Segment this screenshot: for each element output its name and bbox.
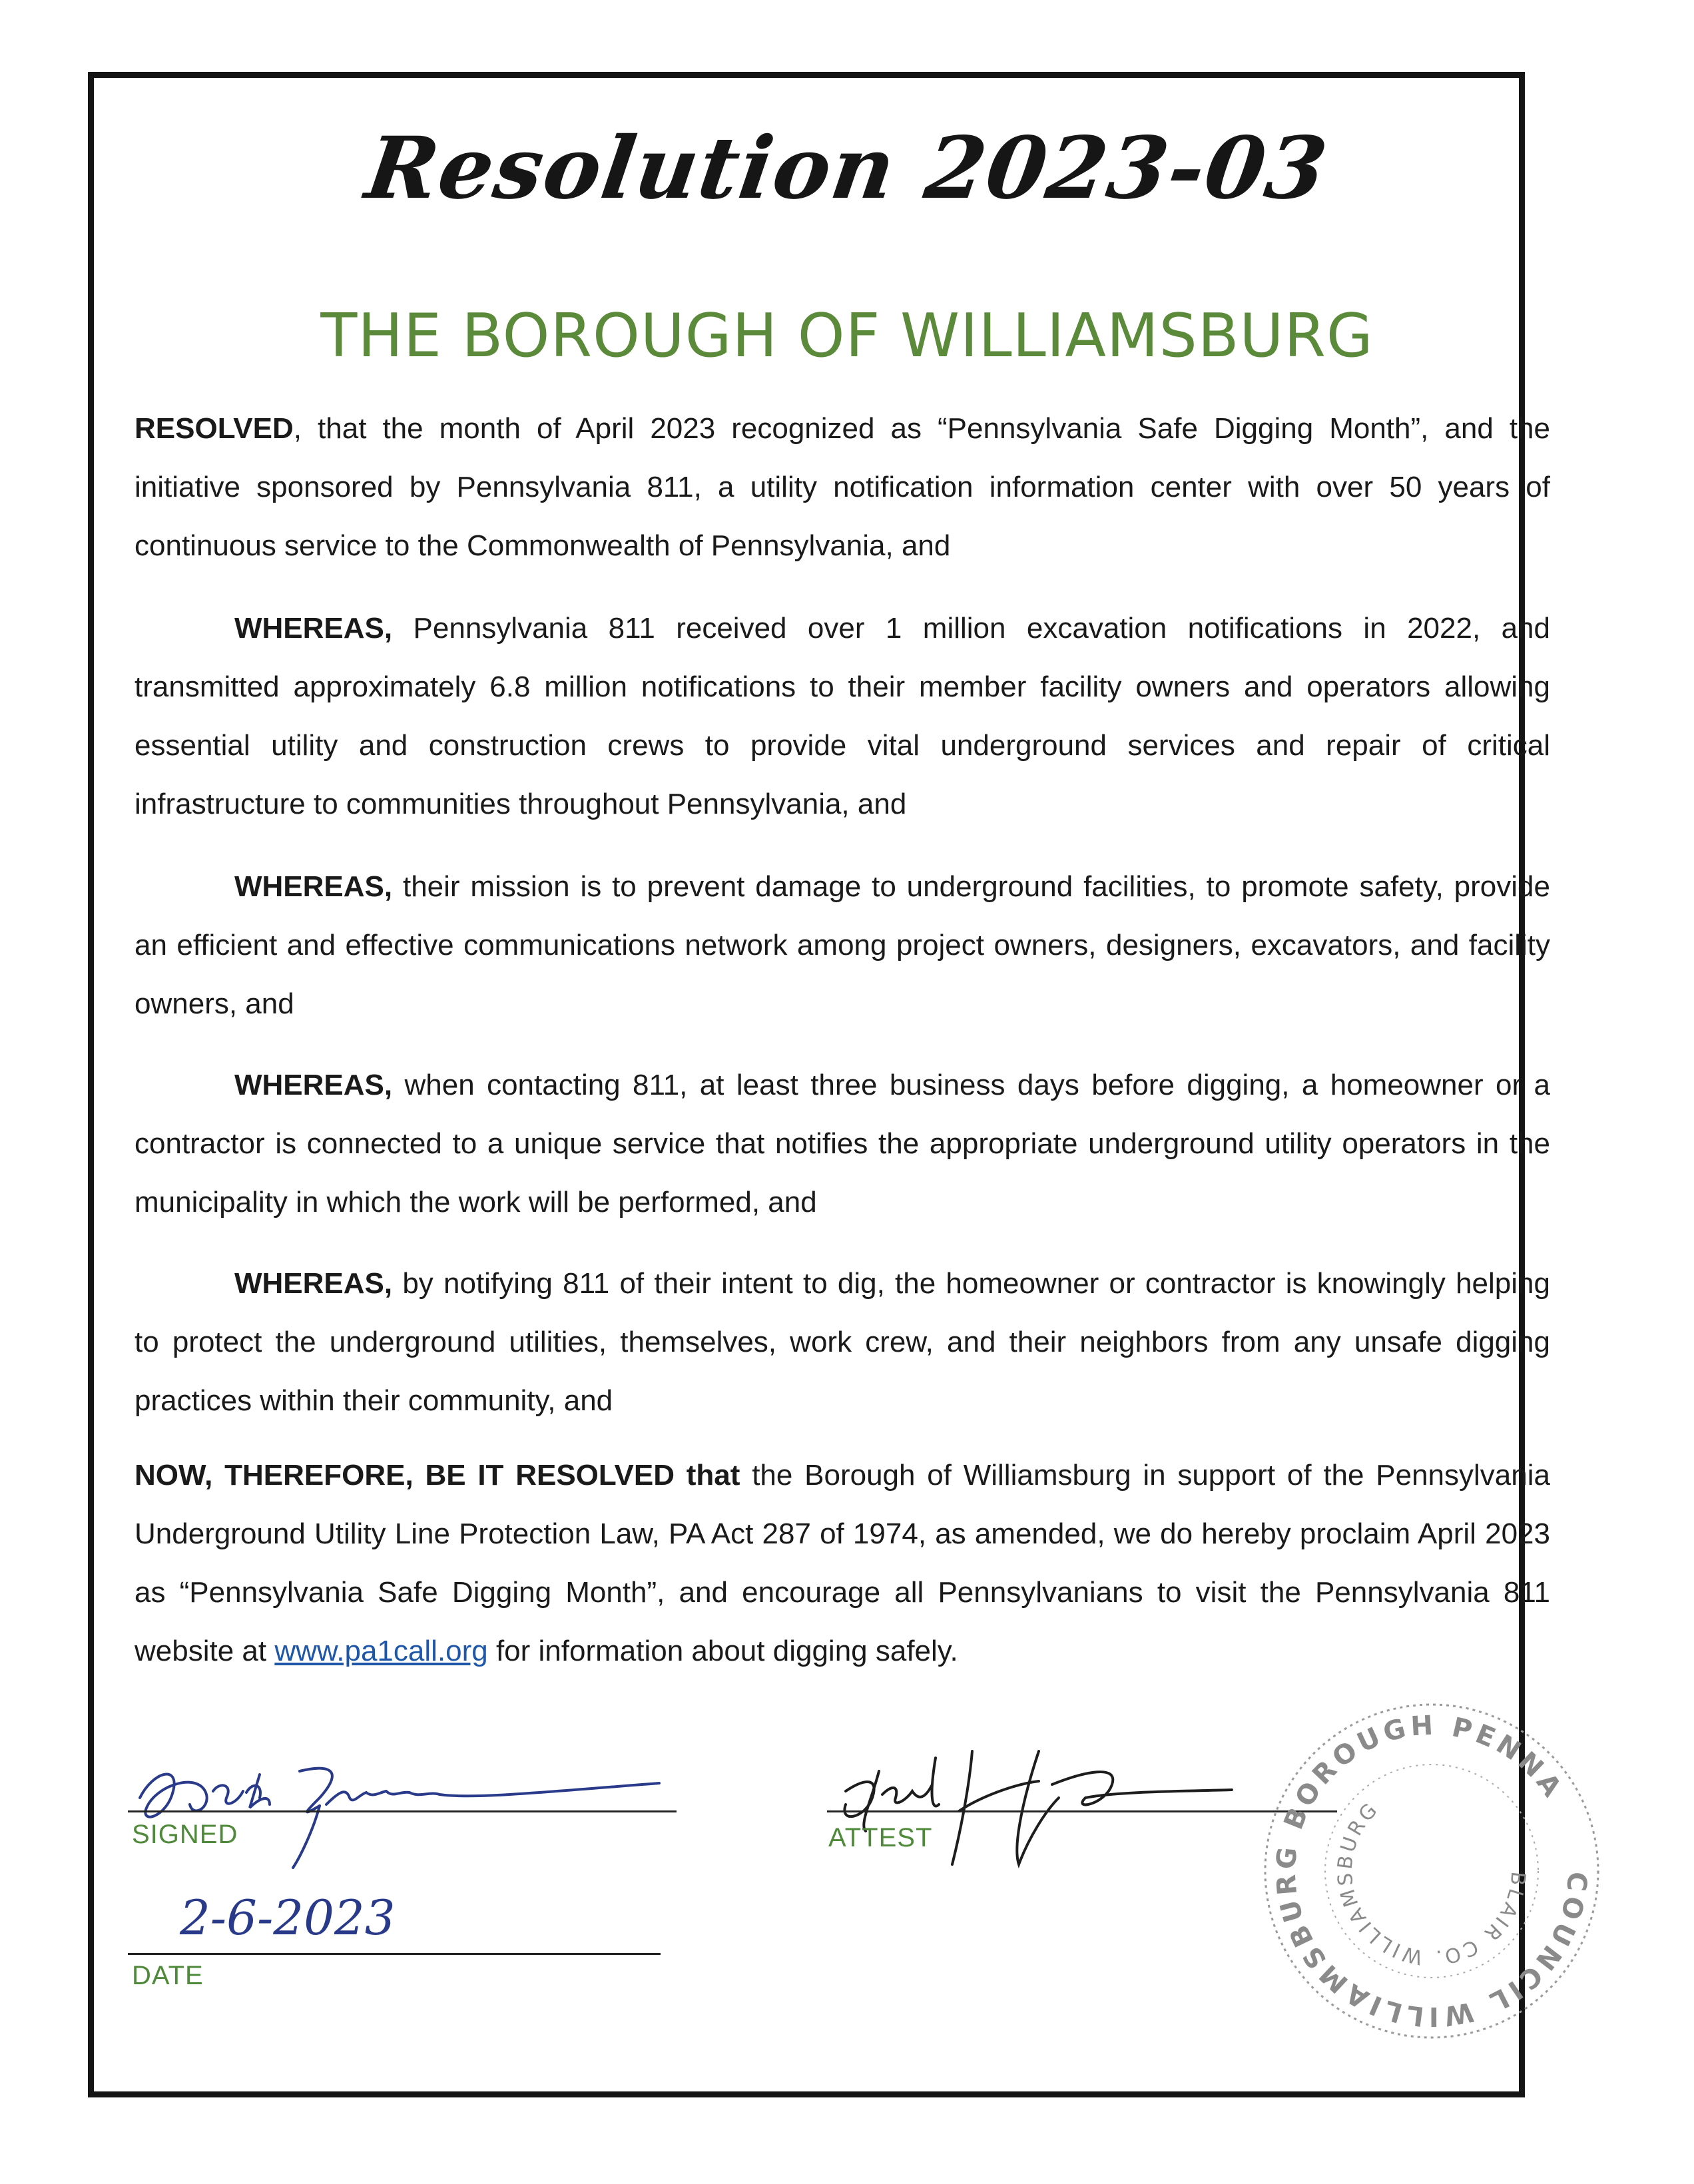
paragraph-lead: WHEREAS, (234, 1267, 393, 1300)
date-line (128, 1953, 661, 1955)
resolution-title: Resolution 2023-03 (360, 119, 1334, 218)
website-link[interactable]: www.pa1call.org (274, 1635, 488, 1667)
closing-tail: for information about digging safely. (487, 1635, 958, 1667)
seal-outer-text: COUNCIL WILLIAMSBURG BOROUGH PENNA (1270, 1710, 1593, 2032)
whereas-paragraph-3 (135, 1056, 1550, 1232)
paragraph-text: when contacting 811, at least three business days before digging, a homeowner or a contractor is connected to a unique service that notifies the appropriate underground utility operators in the municipality in which the work will be performed, and (135, 1069, 1550, 1219)
paragraph-lead: WHEREAS, (234, 612, 393, 645)
paragraph-lead: RESOLVED (135, 412, 294, 445)
date-label: DATE (132, 1961, 204, 1990)
whereas-paragraph-1 (135, 599, 1550, 834)
seal-inner-text: BLAIR CO. WILLIAMSBURG (1333, 1797, 1530, 1970)
whereas-paragraph-2 (135, 858, 1550, 1033)
closing-paragraph (135, 1446, 1550, 1681)
paragraph-text: Pennsylvania 811 received over 1 million excavation notifications in 2022, and transmitted approximately 6.8 million notifications to their member facility owners and operators allowing essential utility and construction crews to provide vital underground services and repair of critical infrastructure to communities throughout Pennsylvania, and (135, 612, 1550, 820)
attest-label: ATTEST (828, 1823, 933, 1852)
paragraph-text: , that the month of April 2023 recognized as “Pennsylvania Safe Digging Month”, and the initiative sponsored by Pennsylvania 811, a utility notification information center with over 50 years of continuous service to the Commonwealth of Pennsylvania, and (135, 412, 1550, 562)
closing-lead: NOW, THEREFORE, BE IT RESOLVED that (135, 1459, 740, 1492)
attest-signature (819, 1731, 1245, 1884)
borough-heading: THE BOROUGH OF WILLIAMSBURG (320, 301, 1374, 371)
signed-label: SIGNED (132, 1820, 238, 1849)
whereas-paragraph-4 (135, 1254, 1550, 1430)
paragraph-lead: WHEREAS, (234, 870, 393, 903)
paragraph-text: their mission is to prevent damage to underground facilities, to promote safety, provide an efficient and effective communications network among project owners, designers, excavators, and facility owners, and (135, 870, 1550, 1020)
resolved-paragraph (135, 400, 1550, 575)
closing-text: the Borough of Williamsburg in support of the Pennsylvania Underground Utility Line Protection Law, PA Act 287 of 1974, as amended, we do hereby proclaim April 2023 as “Pennsylvania Safe Digging Month”, and encourage all Pennsylvanians to visit the Pennsylvania 811 website at (135, 1459, 1550, 1667)
signed-line (128, 1810, 677, 1812)
paragraph-lead: WHEREAS, (234, 1069, 393, 1101)
svg-text:BLAIR CO. WILLIAMSBURG (1334, 1797, 1530, 1969)
svg-text:COUNCIL WILLIAMSBURG BOROUGH P (1270, 1710, 1592, 2032)
date-handwritten: 2-6-2023 (180, 1890, 396, 1946)
borough-seal (1252, 1691, 1611, 2051)
paragraph-text: by notifying 811 of their intent to dig, the homeowner or contractor is knowingly helping to protect the underground utilities, themselves, work crew, and their neighbors from any unsafe digging practices within their community, and (135, 1267, 1550, 1417)
